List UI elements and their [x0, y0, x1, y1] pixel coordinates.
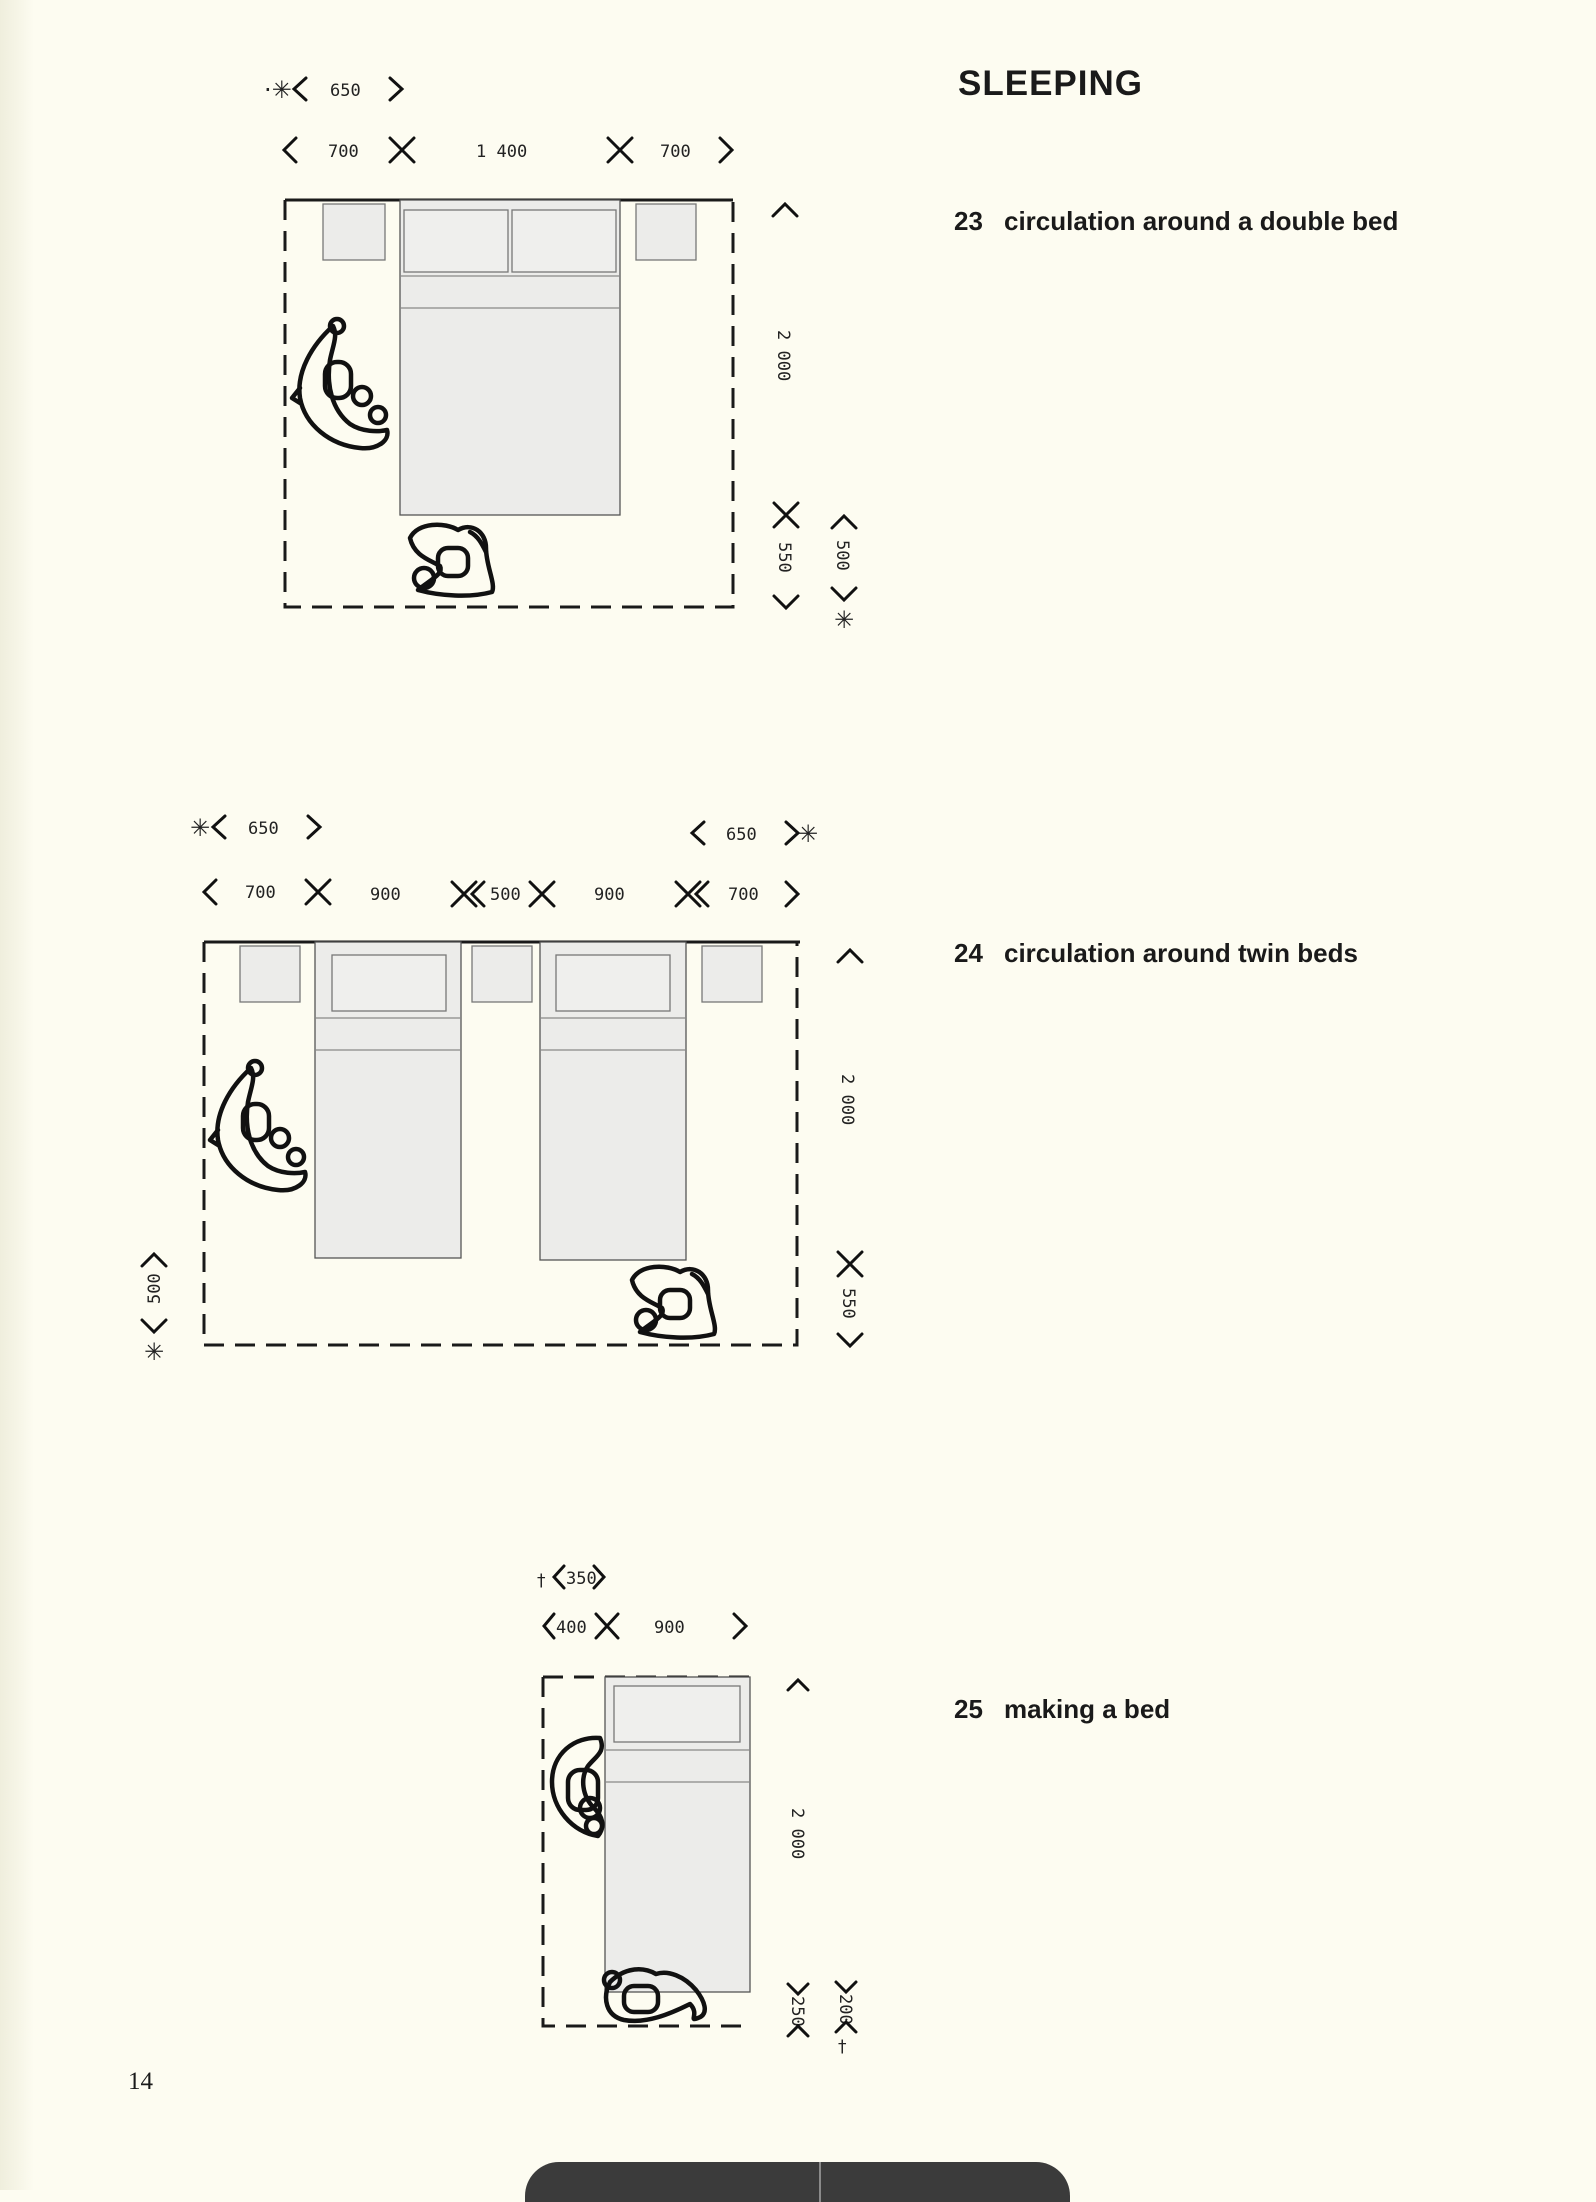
person-side-icon	[210, 1061, 305, 1190]
arrow-right	[786, 882, 798, 906]
figure-24-plan	[142, 814, 862, 1366]
dim-foot-alt: 200	[835, 1994, 855, 2025]
figure-number: 25	[954, 1694, 983, 1724]
dim-top-right: 650	[726, 825, 757, 845]
arrow-down	[774, 596, 798, 608]
person-foot-icon	[632, 1267, 715, 1338]
pillow-right	[512, 210, 616, 272]
figure-number: 23	[954, 206, 983, 236]
star-marker: ✳	[798, 820, 819, 848]
dim-e: 700	[728, 885, 759, 905]
arrow-down	[836, 1982, 856, 1992]
arrow-up	[773, 204, 797, 216]
arrow-left	[204, 880, 216, 904]
arrow-down	[142, 1320, 166, 1332]
arrow-left	[284, 138, 296, 162]
bedside-table-right	[636, 204, 696, 260]
bedside-table-right	[702, 946, 762, 1002]
person-bending-icon	[552, 1738, 602, 1836]
dagger-marker: †	[537, 1571, 546, 1591]
dim-d: 900	[594, 885, 625, 905]
dim-side: 500	[145, 1273, 165, 1304]
arrow-up	[788, 1680, 808, 1690]
dagger-marker: †	[838, 2037, 847, 2057]
dim-b: 1 400	[476, 142, 528, 162]
cross-marker	[306, 880, 330, 904]
pillow	[614, 1686, 740, 1742]
star-marker: ·✳	[264, 76, 292, 104]
pillow-left	[404, 210, 508, 272]
cross-marker	[596, 1614, 618, 1638]
arrow-up	[838, 950, 862, 962]
cross-marker	[390, 138, 414, 162]
arrow-up	[142, 1254, 166, 1266]
arrow-down	[832, 588, 856, 600]
arrow-left	[213, 816, 225, 838]
dim-length: 2 000	[787, 1808, 807, 1860]
figure-25-plan	[537, 1566, 856, 2057]
arrow-down	[788, 1984, 808, 1994]
dim-top: 650	[330, 81, 361, 101]
arrow-right	[308, 816, 320, 838]
figure-caption: making a bed	[1004, 1694, 1171, 1724]
dim-a: 400	[556, 1618, 587, 1638]
viewer-toolbar[interactable]	[525, 2162, 1070, 2202]
person-side-icon	[292, 319, 387, 448]
star-marker: ✳	[190, 814, 211, 842]
star-marker: ✳	[144, 1338, 165, 1366]
figure-caption: circulation around a double bed	[1004, 206, 1399, 236]
arrow-left	[294, 78, 306, 100]
dim-b: 900	[654, 1618, 685, 1638]
arrow-left	[554, 1566, 564, 1588]
dim-top: 350	[566, 1569, 597, 1589]
cross-marker	[608, 138, 632, 162]
dim-foot-alt: 500	[832, 540, 852, 571]
dim-foot: 250	[787, 1996, 807, 2027]
cross-marker	[774, 503, 798, 527]
dim-c: 700	[660, 142, 691, 162]
arrow-left	[692, 822, 704, 844]
figure-caption: circulation around twin beds	[1004, 938, 1358, 968]
pillow-left	[332, 955, 446, 1011]
dim-b: 900	[370, 885, 401, 905]
figure-23-plan	[264, 76, 856, 634]
cross-marker	[838, 1252, 862, 1276]
star-marker: ✳	[834, 606, 855, 634]
pillow-right	[556, 955, 670, 1011]
bedside-table-left	[323, 204, 385, 260]
arrow-right	[390, 78, 402, 100]
dim-foot: 550	[774, 542, 794, 573]
arrow-down	[838, 1334, 862, 1346]
dim-top-left: 650	[248, 819, 279, 839]
arrow-right	[720, 138, 732, 162]
dim-length: 2 000	[773, 330, 793, 382]
page-heading: SLEEPING	[958, 64, 1143, 103]
dim-c: 500	[490, 885, 521, 905]
arrow-up	[788, 2026, 808, 2036]
arrow-right	[786, 822, 798, 844]
dim-a: 700	[245, 883, 276, 903]
arrow-up	[832, 516, 856, 528]
toolbar-divider	[819, 2162, 821, 2202]
person-foot-icon	[410, 525, 493, 596]
dim-a: 700	[328, 142, 359, 162]
bedside-table-middle	[472, 946, 532, 1002]
bedside-table-left	[240, 946, 300, 1002]
cross-marker	[530, 882, 554, 906]
arrow-right	[734, 1614, 746, 1638]
dim-foot: 550	[838, 1288, 858, 1319]
page-number: 14	[128, 2068, 153, 2095]
arrow-left	[544, 1614, 554, 1638]
dim-length: 2 000	[837, 1074, 857, 1126]
figure-number: 24	[954, 938, 983, 968]
